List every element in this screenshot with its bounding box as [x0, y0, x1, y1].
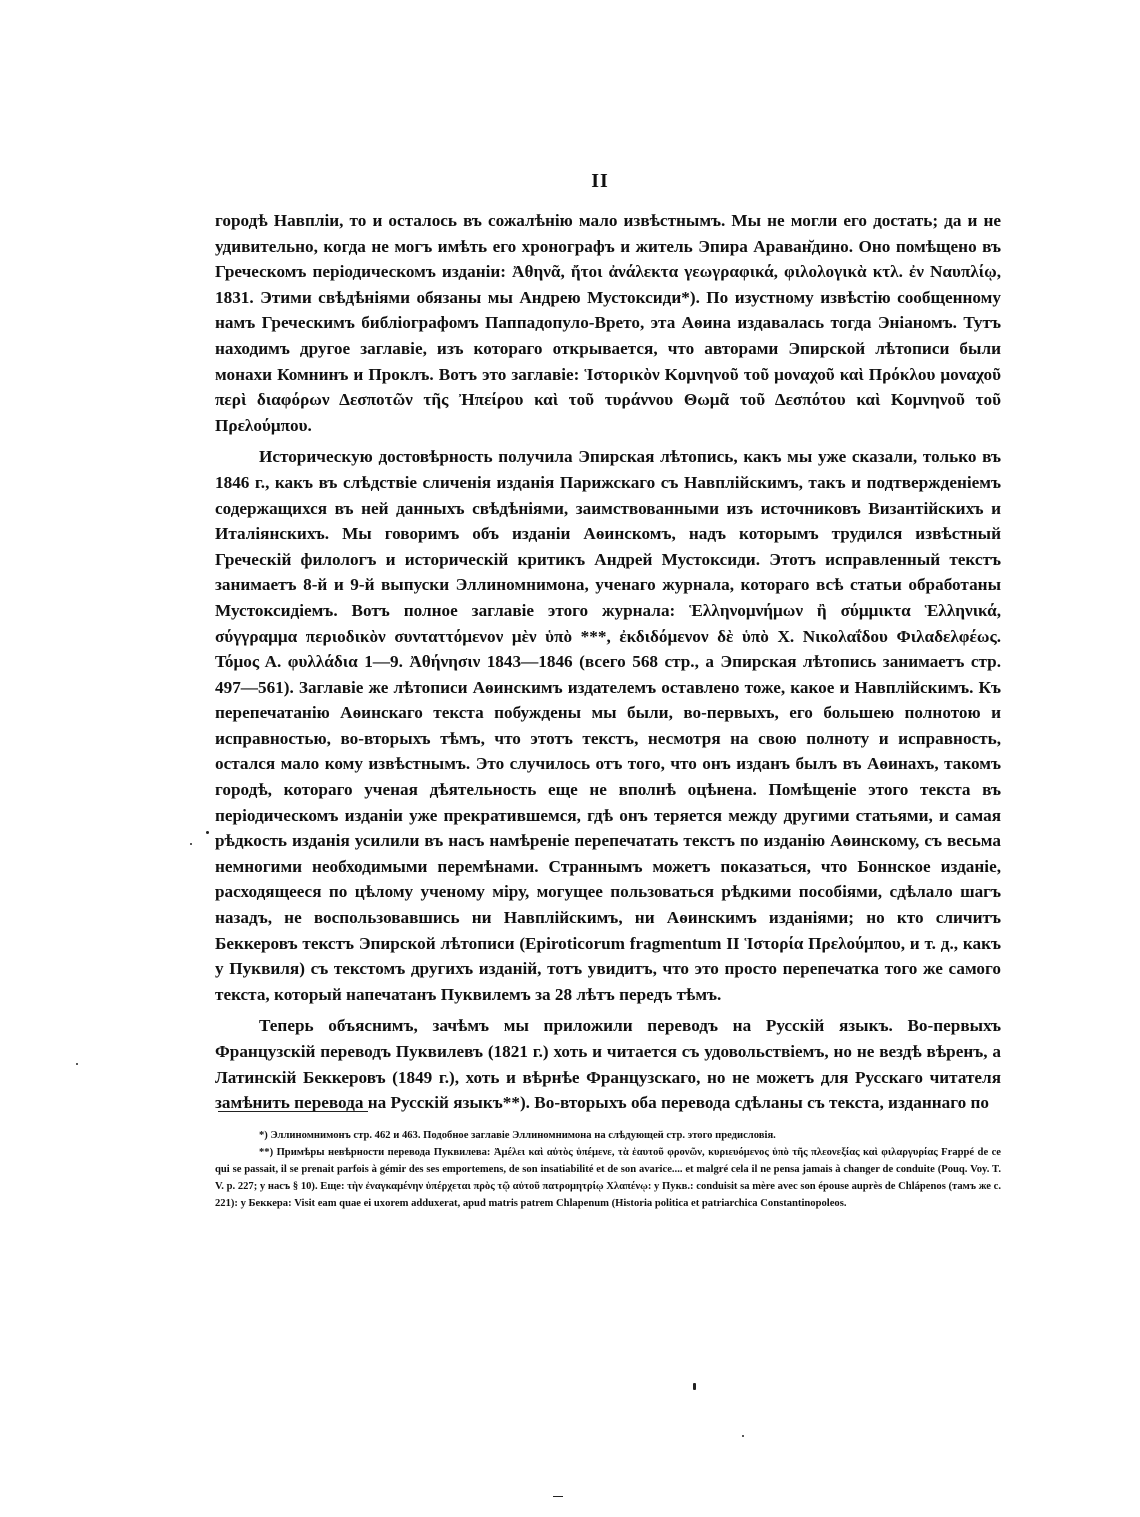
footnotes [215, 1127, 1001, 1212]
footnote-divider [218, 1111, 368, 1112]
scan-speck [190, 843, 192, 845]
paragraph: Историческую достовѣрность получила Эпирская лѣтопись, какъ мы уже сказали, только въ 1846 г., какъ въ слѣдствіе сличенія изданія Парижскаго съ Навплійскимъ, такъ и подтвержденіемъ содержащихся въ ней данныхъ свѣдѣніями, заимствованными изъ источниковъ Византійскихъ и Италіянскихъ. Мы говоримъ объ изданіи Аѳинскомъ, надъ которымъ трудился извѣстный Греческій филологъ и историческій критикъ Андрей Мустоксиди. Этотъ исправленный текстъ занимаетъ 8-й и 9-й выпуски Эллиномнимона, ученаго журнала, котораго всѣ статьи обработаны Мустоксидіемъ. Вотъ полное заглавіе этого журнала: Ἑλληνομνήμων ἢ σύμμικτα Ἑλληνικά, σύγγραμμα περιοδικὸν συνταττόμενον μὲν ὑπὸ ***, ἐκδιδόμενον δὲ ὑπὸ Χ. Νικολαΐδου Φιλαδελφέως. Τόμος Α. φυλλάδια 1—9. Ἀθήνησιν 1843—1846 (всего 568 стр., а Эпирская лѣтопись занимаетъ стр. 497—561). Заглавіе же лѣтописи Аѳинскимъ издателемъ оставлено тоже, какое и Навплійскимъ. Къ перепечатанію Аѳинскаго текста побуждены мы были, во-первыхъ, его большею полнотою и исправностью, во-вторыхъ тѣмъ, что этотъ текстъ, несмотря на свою полноту и исправность, остался мало кому извѣстнымъ. Это случилось отъ того, что онъ изданъ былъ въ Аѳинахъ, такомъ городѣ, котораго ученая дѣятельность еще не вполнѣ оцѣнена. Помѣщеніе этого текста въ періодическомъ изданіи уже прекратившемся, гдѣ онъ теряется между другими статьями, и самая рѣдкость изданія усилили въ насъ намѣреніе перепечатать текстъ по изданію Аѳинскому, съ весьма немногими необходимыми перемѣнами. Страннымъ можетъ показаться, что Боннское изданіе, расходящееся по цѣлому ученому міру, могущее пользоваться рѣдкими пособіями, сдѣлало шагъ назадъ, не воспользовавшись ни Навплійскимъ, ни Аѳинскимъ изданіями; но кто сличитъ Беккеровъ текстъ Эпирской лѣтописи (Epiroticorum fragmentum II Ἱστορία Πρελούμπου, и т. д., какъ у Пуквиля) съ текстомъ другихъ изданій, тотъ увидитъ, что это просто перепечатка того же самого текста, который напечатанъ Пуквилемъ за 28 лѣтъ передъ тѣмъ. [215, 447, 1001, 1004]
paragraph: городѣ Навпліи, то и осталось въ сожалѣнію мало извѣстнымъ. Мы не могли его достать; да и не удивительно, когда не могъ имѣть его хронографъ и житель Эпира Араван̆дино. Оно помѣщено въ Греческомъ періодическомъ изданіи: Ἀθηνᾶ, ἤτοι ἀνάλεκτα γεωγραφικά, φιλολογικὰ κτλ. ἐν Ναυπλίῳ, 1831. Этими свѣдѣніями обязаны мы Андрею Мустоксиди*). По изустному извѣстію сообщенному намъ Греческимъ библіографомъ Паппадопуло-Врето, эта Аѳина издавалась тогда Эніаномъ. Тутъ находимъ другое заглавіе, изъ котораго открывается, что авторами Эпирской лѣтописи были монахи Комнинъ и Проклъ. Вотъ это заглавіе: Ἱστορικὸν Κομνηνοῦ τοῦ μοναχοῦ καὶ Πρόκλου μοναχοῦ περὶ διαφόρων Δεσποτῶν τῆς Ἠπείρου καὶ τοῦ τυράννου Θωμᾶ τοῦ Δεσπότου καὶ Κομνηνοῦ τοῦ Πρελούμπου. [215, 211, 1001, 435]
footnote: *) Эллиномнимонъ стр. 462 и 463. Подобное заглавіе Эллиномнимона на слѣдующей стр. этого предисловія. [259, 1130, 776, 1141]
scan-speck [742, 1435, 744, 1437]
scan-speck [206, 831, 209, 834]
scan-speck [693, 1383, 696, 1390]
paragraph: Теперь объяснимъ, зачѣмъ мы приложили переводъ на Русскій языкъ. Во-первыхъ Французскій переводъ Пуквилевъ (1821 г.) хоть и читается съ удовольствіемъ, но не вездѣ вѣренъ, а Латинскій Беккеровъ (1849 г.), хоть и вѣрнѣе Французскаго, но не можетъ для Русскаго читателя замѣнить перевода на Русскій языкъ**). Во-вторыхъ оба перевода сдѣланы съ текста, изданнаго по [215, 1016, 1001, 1113]
scan-speck [553, 1496, 563, 1497]
scan-speck [76, 1063, 78, 1065]
body-text [215, 208, 1001, 1116]
page-number: II [591, 170, 609, 192]
footnote: **) Примѣры невѣрности перевода Пуквилева: Ἀμέλει καὶ αὐτὸς ὑπέμενε, τὰ ἑαυτοῦ φρονῶν, κυριευόμενος ὑπὸ τῆς πλεονεξίας καὶ φιλαργυρίας Frappé de ce qui se passait, il se prenait parfois à gémir des ses emportemens, de son insatiabilité et de son avarice.... et malgré cela il ne pensa jamais à changer de conduite (Pouq. Voy. T. V. p. 227; у насъ § 10). Еще: τὴν ἐναγκαμένην ὑπέρχεται πρὸς τῷ αὐτοῦ πατρομητρίῳ Χλαπένῳ: у Пукв.: conduisit sa mère avec son épouse auprès de Chlápenos (тамъ же с. 221): у Беккера: Visit eam quae ei uxorem adduxerat, apud matris patrem Chlapenum (Historia politica et patriarchica Constantinopoleos. [215, 1147, 1001, 1209]
